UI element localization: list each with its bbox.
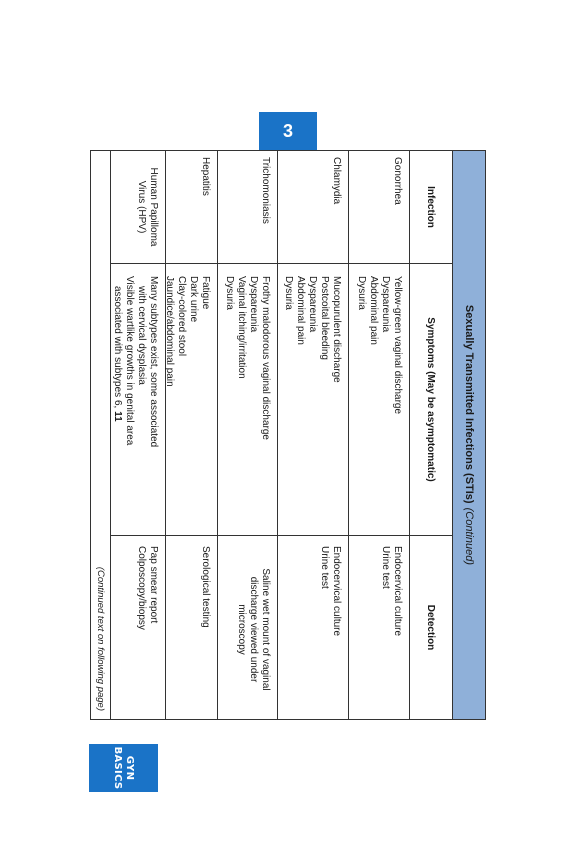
symptoms-cell: [218, 263, 277, 535]
infection-cell: [349, 151, 409, 263]
sti-table: [90, 150, 486, 720]
gyn-basics-tab: [89, 744, 158, 792]
infection-name: Gonorrhea: [392, 157, 403, 205]
table-row-hepatitis: [165, 151, 217, 719]
symptom-line: Dyspareunia: [380, 276, 391, 333]
symptom-line: Fatigue: [200, 276, 211, 310]
detection-cell: [111, 535, 165, 719]
symptoms-cell: [111, 263, 165, 535]
table-title: Sexually Transmitted Infections (STIs): [463, 304, 475, 504]
symptoms-cell: [349, 263, 409, 535]
symptom-line: Dysuria: [356, 276, 367, 310]
detection-cell: [349, 535, 409, 719]
symptom-line: Dyspareunia: [248, 276, 259, 333]
infection-name: Human Papilloma: [148, 167, 159, 247]
symptom-subtypes-text: associated with subtypes 6,: [112, 286, 123, 409]
symptoms-cell: [278, 263, 348, 535]
infection-name: Trichomoniasis: [260, 157, 271, 224]
table-row-gonorrhea: [348, 151, 409, 719]
header-detection: Detection: [410, 535, 452, 719]
detection-line: microscopy: [236, 604, 247, 655]
detection-line: Urine test: [319, 546, 330, 589]
table-header-row: [409, 151, 452, 719]
detection-line: Endocervical culture: [331, 546, 342, 637]
detection-line: Urine test: [380, 546, 391, 589]
symptom-line: Frothy malodorous vaginal discharge: [260, 276, 271, 440]
infection-name: Chlamydia: [331, 157, 342, 205]
table-row-trichomoniasis: [217, 151, 277, 719]
chapter-number-tab: [259, 112, 317, 150]
symptom-line: Jaundice/abdominal pain: [164, 276, 175, 387]
symptom-line: Mucopurulent discharge: [331, 276, 342, 383]
gyn-basics-line2: BASICS: [112, 746, 124, 790]
chapter-number: 3: [282, 120, 293, 141]
symptom-line: Clay-colored stool: [176, 276, 187, 357]
infection-name: Virus (HPV): [136, 180, 147, 234]
continued-footnote: (Continued text on following page): [95, 566, 106, 711]
infection-cell: [111, 151, 165, 263]
symptom-line: Abdominal pain: [295, 276, 306, 345]
symptom-line: Abdominal pain: [368, 276, 379, 345]
symptom-line: Many subtypes exist, some associated: [148, 276, 159, 448]
infection-cell: [278, 151, 348, 263]
symptom-line: Dysuria: [224, 276, 235, 310]
detection-line: Endocervical culture: [392, 546, 403, 637]
symptom-line: Dysuria: [283, 276, 294, 310]
header-symptoms: Symptoms (May be asymptomatic): [410, 263, 452, 535]
symptom-line: [111, 276, 123, 529]
symptom-line: with cervical dysplasia: [136, 286, 147, 385]
detection-cell: [166, 535, 217, 719]
gyn-basics-badge: [89, 744, 158, 792]
detection-line: Pap smear report: [148, 546, 159, 624]
symptom-line: Dark urine: [188, 276, 199, 323]
detection-line: Serological testing: [200, 546, 211, 628]
table-row-hpv: [110, 151, 165, 719]
detection-cell: [278, 535, 348, 719]
detection-line: discharge viewed under: [248, 576, 259, 683]
header-infection: Infection: [425, 186, 437, 228]
detection-cell: [218, 535, 277, 719]
infection-cell: [218, 151, 277, 263]
symptom-line: Postcoital bleeding: [319, 276, 330, 360]
symptom-line: Vaginal itching/irritation: [236, 276, 247, 379]
table-title-continued: (Continued): [463, 507, 475, 566]
symptoms-cell: [166, 263, 217, 535]
infection-cell: [166, 151, 217, 263]
gyn-basics-line1: GYN: [124, 755, 136, 781]
symptom-subtype-11: 11: [112, 411, 123, 422]
symptom-line: Dyspareunia: [307, 276, 318, 333]
symptom-line: Yellow-green vaginal discharge: [392, 276, 403, 415]
table-row-chlamydia: [277, 151, 348, 719]
table-title-bar: [452, 151, 485, 719]
symptom-line: Visible wartlike growths in genital area: [124, 276, 135, 446]
detection-line: Colposcopy/biopsy: [136, 546, 147, 630]
infection-name: Hepatitis: [200, 157, 211, 196]
detection-line: Saline wet mount of vaginal: [260, 568, 271, 691]
